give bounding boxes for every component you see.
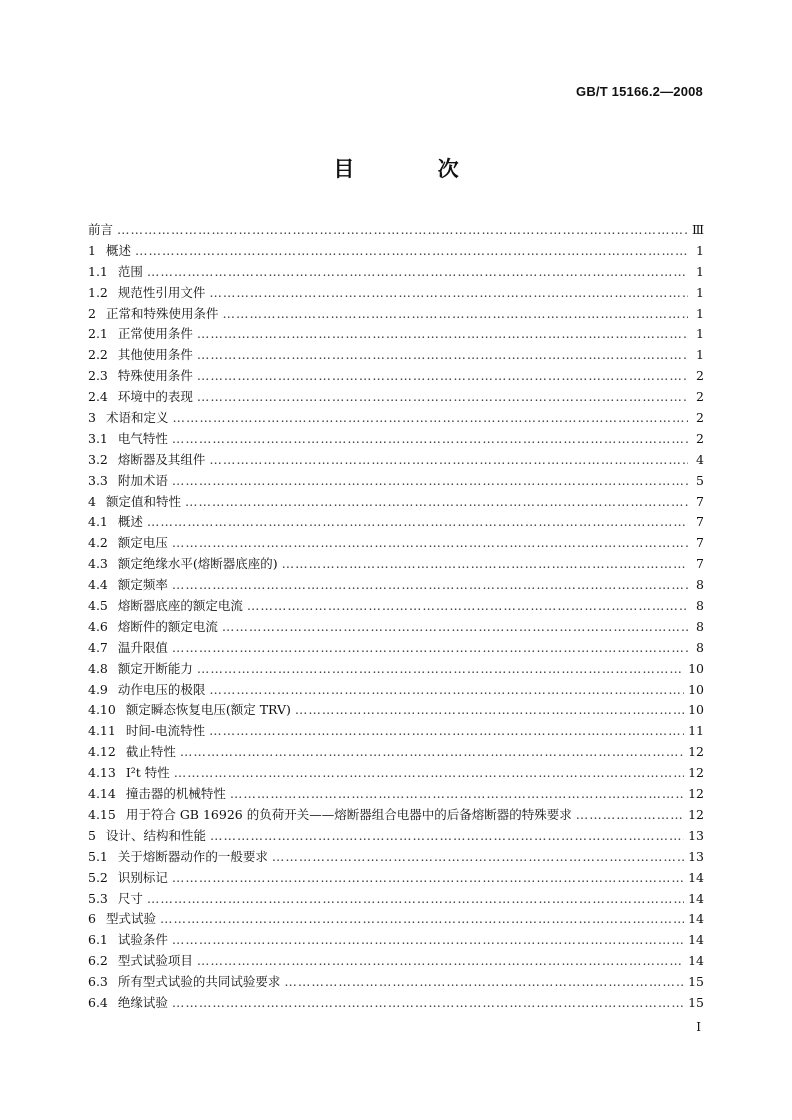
toc-entry-page: 13 [688, 848, 704, 864]
toc-entry-number: 6 [88, 911, 96, 927]
toc-dot-leader [272, 849, 684, 864]
toc-entry-title: 范围 [117, 263, 143, 279]
toc-entry-title: 尺寸 [117, 890, 143, 906]
toc-entry-title: 额定瞬态恢复电压(额定 TRV) [125, 702, 291, 718]
toc-entry-number: 4.15 [88, 806, 116, 822]
toc-entry[interactable] [88, 868, 704, 889]
toc-entry-title: 设计、结构和性能 [105, 827, 206, 843]
toc-entry-page: 12 [688, 806, 704, 822]
toc-dot-leader [197, 347, 688, 362]
toc-dot-leader [230, 786, 684, 801]
toc-entry[interactable] [88, 700, 704, 721]
toc-dot-leader [209, 452, 688, 467]
toc-entry-title: 关于熔断器动作的一般要求 [117, 848, 268, 864]
toc-entry-page: 2 [696, 368, 704, 384]
toc-dot-leader [222, 619, 688, 634]
toc-entry[interactable] [88, 721, 704, 742]
toc-entry-page: 4 [696, 451, 704, 467]
toc-entry-number: 3 [88, 410, 96, 426]
toc-entry[interactable] [88, 763, 704, 784]
toc-entry[interactable] [88, 784, 704, 805]
toc-entry[interactable] [88, 972, 704, 993]
toc-entry[interactable] [88, 930, 704, 951]
toc-entry-number: 3.3 [88, 472, 108, 488]
toc-entry-page: 15 [688, 994, 704, 1010]
toc-entry-page: 1 [696, 347, 704, 363]
toc-entry[interactable] [88, 805, 704, 826]
toc-entry-number: 4.14 [88, 786, 116, 802]
toc-entry-page: 14 [688, 953, 704, 969]
toc-entry-title: 识别标记 [117, 869, 168, 885]
toc-entry-title: 温升限值 [117, 639, 168, 655]
toc-entry[interactable] [88, 617, 704, 638]
toc-dot-leader [172, 410, 688, 425]
toc-entry-page: 12 [688, 786, 704, 802]
toc-entry-page: 15 [688, 974, 704, 990]
toc-entry-number: 1.1 [88, 263, 108, 279]
toc-entry[interactable] [88, 993, 704, 1014]
toc-entry-page: 1 [696, 263, 704, 279]
toc-entry-number: 1 [88, 242, 96, 258]
toc-entry[interactable] [88, 554, 704, 575]
toc-dot-leader [172, 932, 684, 947]
toc-entry-number: 5.2 [88, 869, 108, 885]
toc-entry-page: 14 [688, 932, 704, 948]
table-of-contents [88, 220, 704, 1014]
toc-entry-title: 熔断件的额定电流 [117, 618, 218, 634]
toc-entry-number: 3.1 [88, 430, 108, 446]
toc-entry[interactable] [88, 575, 704, 596]
toc-dot-leader [117, 222, 688, 237]
toc-entry-title: 型式试验 [105, 911, 156, 927]
toc-dot-leader [282, 556, 688, 571]
toc-entry[interactable] [88, 387, 704, 408]
toc-dot-leader [185, 494, 688, 509]
toc-entry-title: 时间-电流特性 [125, 723, 206, 739]
toc-entry-number: 4.1 [88, 514, 108, 530]
toc-dot-leader [172, 473, 688, 488]
toc-entry-page: 10 [688, 702, 704, 718]
toc-entry-page: 5 [696, 472, 704, 488]
toc-entry[interactable] [88, 345, 704, 366]
toc-dot-leader [222, 306, 688, 321]
toc-dot-leader [197, 389, 688, 404]
toc-entry-title: 正常使用条件 [117, 326, 193, 342]
toc-dot-leader [197, 326, 688, 341]
toc-entry[interactable] [88, 742, 704, 763]
toc-dot-leader [284, 974, 684, 989]
toc-entry-page: 7 [696, 535, 704, 551]
toc-entry[interactable] [88, 283, 704, 304]
toc-dot-leader [172, 577, 688, 592]
toc-entry-title: 概述 [105, 242, 131, 258]
toc-entry-title: 前言 [88, 222, 114, 237]
toc-dot-leader [172, 870, 684, 885]
toc-entry-title: 用于符合 GB 16926 的负荷开关——熔断器组合电器中的后备熔断器的特殊要求 [125, 806, 572, 822]
toc-entry[interactable] [88, 241, 704, 262]
standard-code: GB/T 15166.2—2008 [576, 84, 703, 99]
toc-entry-page: 1 [696, 305, 704, 321]
toc-dot-leader [172, 640, 688, 655]
toc-entry-title: 概述 [117, 514, 143, 530]
toc-entry-title: 截止特性 [125, 744, 176, 760]
toc-dot-leader [172, 535, 688, 550]
toc-entry-number: 4.2 [88, 535, 108, 551]
toc-entry-page: 1 [696, 326, 704, 342]
toc-entry[interactable] [88, 304, 704, 325]
toc-entry-title: 型式试验项目 [117, 953, 193, 969]
toc-entry-page: 8 [696, 618, 704, 634]
toc-dot-leader [180, 744, 684, 759]
toc-entry-title: 额定开断能力 [117, 660, 193, 676]
toc-entry-title: 额定电压 [117, 535, 168, 551]
toc-entry-page: 2 [696, 389, 704, 405]
toc-dot-leader [172, 431, 688, 446]
toc-dot-leader [147, 891, 684, 906]
toc-entry[interactable] [88, 512, 704, 533]
toc-dot-leader [147, 264, 688, 279]
toc-entry-number: 4.13 [88, 765, 116, 781]
page-number: I [696, 1020, 701, 1034]
toc-entry-page: 8 [696, 577, 704, 593]
toc-entry-page: 14 [688, 890, 704, 906]
toc-entry[interactable] [88, 889, 704, 910]
toc-entry-number: 4.3 [88, 556, 108, 572]
toc-entry[interactable] [88, 429, 704, 450]
toc-entry-number: 5.3 [88, 890, 108, 906]
toc-entry[interactable] [88, 408, 704, 429]
toc-entry-page: 11 [688, 723, 704, 739]
toc-entry-title: 其他使用条件 [117, 347, 193, 363]
toc-dot-leader [576, 807, 684, 822]
toc-entry-number: 5 [88, 827, 96, 843]
toc-entry-number: 2.3 [88, 368, 108, 384]
toc-dot-leader [209, 682, 684, 697]
toc-entry-page: 14 [688, 911, 704, 927]
toc-entry-number: 4.4 [88, 577, 108, 593]
toc-entry-title: 环境中的表现 [117, 389, 193, 405]
toc-entry-title: 额定绝缘水平(熔断器底座的) [117, 556, 278, 572]
toc-entry-number: 2.1 [88, 326, 108, 342]
toc-entry-title: 熔断器及其组件 [117, 451, 206, 467]
toc-entry-title: 所有型式试验的共同试验要求 [117, 974, 281, 990]
page-title: 目 次 [333, 156, 497, 181]
toc-entry-title: 电气特性 [117, 430, 168, 446]
toc-entry-page: 13 [688, 827, 704, 843]
toc-dot-leader [135, 243, 688, 258]
toc-entry-number: 3.2 [88, 451, 108, 467]
toc-entry-number: 2 [88, 305, 96, 321]
toc-entry-title: 撞击器的机械特性 [125, 786, 226, 802]
toc-entry-number: 4.9 [88, 681, 108, 697]
toc-entry-page: 12 [688, 765, 704, 781]
toc-entry[interactable] [88, 533, 704, 554]
toc-entry-title: 试验条件 [117, 932, 168, 948]
toc-entry-title: 正常和特殊使用条件 [105, 305, 219, 321]
toc-entry-title: 额定值和特性 [105, 493, 181, 509]
toc-entry-number: 6.2 [88, 953, 108, 969]
toc-entry[interactable] [88, 471, 704, 492]
toc-dot-leader [247, 598, 688, 613]
toc-entry-number: 4.12 [88, 744, 116, 760]
toc-entry-title: 特殊使用条件 [117, 368, 193, 384]
toc-dot-leader [174, 765, 684, 780]
toc-entry-number: 2.2 [88, 347, 108, 363]
toc-entry[interactable] [88, 826, 704, 847]
toc-entry[interactable] [88, 220, 704, 241]
toc-entry-page: 2 [696, 410, 704, 426]
toc-entry-page: 1 [696, 242, 704, 258]
toc-entry[interactable] [88, 262, 704, 283]
toc-entry-page: 7 [696, 514, 704, 530]
toc-dot-leader [197, 953, 684, 968]
toc-entry-page: 12 [688, 744, 704, 760]
toc-entry-page: 10 [688, 681, 704, 697]
toc-entry[interactable] [88, 324, 704, 345]
toc-entry-page: 8 [696, 639, 704, 655]
toc-dot-leader [209, 285, 688, 300]
toc-dot-leader [210, 828, 684, 843]
toc-entry-title: 术语和定义 [105, 410, 169, 426]
toc-entry-number: 4.5 [88, 598, 108, 614]
toc-entry-page: Ⅲ [691, 222, 704, 237]
toc-dot-leader [295, 702, 684, 717]
toc-entry-number: 4.7 [88, 639, 108, 655]
toc-entry-number: 2.4 [88, 389, 108, 405]
toc-entry[interactable] [88, 366, 704, 387]
toc-entry-number: 5.1 [88, 848, 108, 864]
toc-entry[interactable] [88, 909, 704, 930]
toc-entry-title: I²t 特性 [125, 765, 170, 781]
toc-entry[interactable] [88, 951, 704, 972]
toc-entry-title: 熔断器底座的额定电流 [117, 598, 243, 614]
toc-entry-page: 1 [696, 284, 704, 300]
toc-entry-page: 8 [696, 598, 704, 614]
toc-entry-page: 7 [696, 556, 704, 572]
toc-dot-leader [160, 911, 684, 926]
toc-entry-number: 4.8 [88, 660, 108, 676]
toc-dot-leader [197, 661, 684, 676]
toc-dot-leader [197, 368, 688, 383]
toc-entry-page: 2 [696, 430, 704, 446]
toc-entry-page: 10 [688, 660, 704, 676]
toc-dot-leader [209, 723, 684, 738]
toc-entry-page: 14 [688, 869, 704, 885]
toc-dot-leader [172, 995, 684, 1010]
toc-entry[interactable] [88, 659, 704, 680]
toc-entry-number: 1.2 [88, 284, 108, 300]
toc-entry[interactable] [88, 680, 704, 701]
toc-entry[interactable] [88, 638, 704, 659]
toc-entry[interactable] [88, 596, 704, 617]
toc-entry-number: 4.10 [88, 702, 116, 718]
toc-dot-leader [147, 514, 688, 529]
toc-entry-number: 4.11 [88, 723, 116, 739]
toc-entry-title: 规范性引用文件 [117, 284, 206, 300]
toc-entry-page: 7 [696, 493, 704, 509]
toc-entry-number: 6.1 [88, 932, 108, 948]
toc-entry-title: 附加术语 [117, 472, 168, 488]
toc-entry-number: 6.3 [88, 974, 108, 990]
toc-entry[interactable] [88, 847, 704, 868]
toc-entry-number: 6.4 [88, 994, 108, 1010]
toc-entry[interactable] [88, 492, 704, 513]
toc-entry-title: 绝缘试验 [117, 994, 168, 1010]
toc-entry-number: 4.6 [88, 618, 108, 634]
toc-entry-title: 额定频率 [117, 577, 168, 593]
toc-entry[interactable] [88, 450, 704, 471]
toc-entry-number: 4 [88, 493, 96, 509]
toc-entry-title: 动作电压的极限 [117, 681, 206, 697]
